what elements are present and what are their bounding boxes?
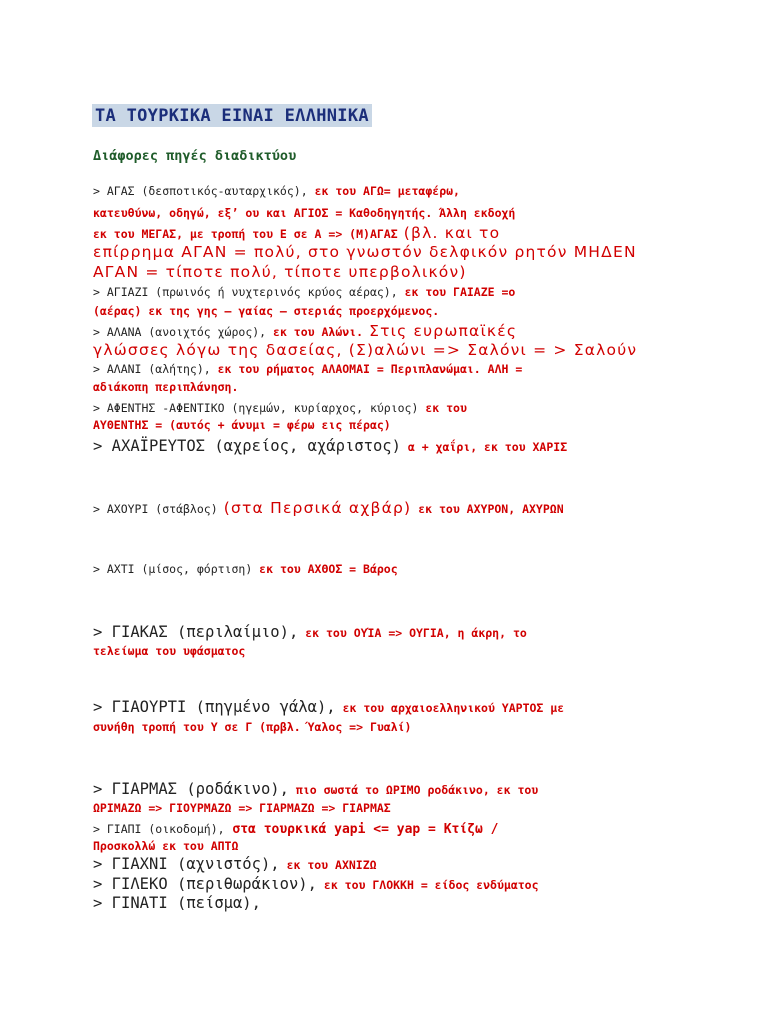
entry-giaourti-line-1 — [93, 697, 564, 716]
entry-term: > ΑΦΕΝΤΗΣ -ΑΦΕΝΤΙΚΟ (ηγεμών, κυρίαρχος, κύριος) — [93, 401, 419, 415]
entry-alana-line-2: γλώσσες λόγω της δασείας, (Σ)αλώνι => Σαλόνι = > Σαλούν — [93, 341, 638, 359]
entry-etymology: εκ του — [418, 401, 467, 415]
entry-note: (βλ. και το — [397, 224, 501, 242]
page-subtitle: Διάφορες πηγές διαδικτύου — [93, 148, 297, 164]
entry-etymology: εκ του ΑΓΩ= μεταφέρω, — [307, 184, 460, 198]
entry-term: > ΑΧΑΪΡΕΥΤΟΣ (αχρείος, αχάριστος) — [93, 437, 401, 455]
entry-agas-line-1 — [93, 184, 460, 198]
entry-etymology: εκ του ΜΕΓΑΣ, με τροπή του Ε σε Α => (Μ)ΑΓΑΣ — [93, 227, 398, 241]
entry-term: > ΑΓΙΑΖΙ (πρωινός ή νυχτερινός κρύος αέρας), — [93, 285, 398, 299]
entry-term: > ΑΧΤΙ (μίσος, φόρτιση) — [93, 562, 253, 576]
entry-term: > ΑΛΑΝΑ (ανοιχτός χώρος), — [93, 325, 267, 339]
entry-giarmas-line-2: ΩΡΙΜΑΖΩ => ΓΙΟΥΡΜΑΖΩ => ΓΙΑΡΜΑΖΩ => ΓΙΑΡΜΑΣ — [93, 801, 391, 815]
entry-term: > ΓΙΑΧΝΙ (αχνιστός), — [93, 855, 280, 873]
entry-term: > ΓΙΛΕΚΟ (περιθωράκιον), — [93, 875, 317, 893]
entry-term: > ΑΓΑΣ (δεσποτικός-αυταρχικός), — [93, 184, 308, 198]
entry-note: (στα Περσικά αχβάρ) — [217, 499, 412, 517]
entry-term: > ΓΙΑΟΥΡΤΙ (πηγμένο γάλα), — [93, 698, 336, 716]
entry-etymology: α + χαΐρι, εκ του ΧΑΡΙΣ — [400, 440, 568, 454]
entry-giapi-line-2: Προσκολλώ εκ του ΑΠΤΩ — [93, 839, 239, 853]
entry-giakas-line-2: τελείωμα του υφάσματος — [93, 644, 246, 658]
entry-etymology: εκ του ΟΥΊΑ => ΟΥΓΙΑ, η άκρη, το — [298, 626, 527, 640]
entry-note: Στις ευρωπαϊκές — [363, 322, 518, 340]
entry-agas-line-2: κατευθύνω, οδηγώ, εξ’ ου και ΑΓΙΟΣ = Καθοδηγητής. Άλλη εκδοχή — [93, 206, 516, 220]
entry-etymology: εκ του ΑΧΘΟΣ = Βάρος — [252, 562, 398, 576]
entry-giarmas-line-1 — [93, 779, 538, 798]
entry-ginati-line-1 — [93, 893, 261, 912]
entry-term: > ΓΙΝΑΤΙ (πείσμα), — [93, 894, 261, 912]
entry-etymology: εκ του ΓΑΙΑΖΕ =ο — [397, 285, 516, 299]
entry-etymology: πιο σωστά το ΩΡΙΜΟ ροδάκινο, εκ του — [288, 783, 539, 797]
entry-etymology: εκ του Αλώνι. — [266, 325, 364, 339]
entry-alani-line-2: αδιάκοπη περιπλάνηση. — [93, 380, 239, 394]
entry-etymology: εκ του ΓΛΟΚΚΗ = είδος ενδύματος — [316, 878, 539, 892]
entry-etymology: εκ του ΑΧΝΙΖΩ — [279, 858, 377, 872]
entry-term: > ΑΧΟΥΡΙ (στάβλος) — [93, 502, 218, 516]
entry-term: > ΓΙΑΠΙ (οικοδομή), — [93, 822, 225, 836]
entry-afentis-line-1 — [93, 401, 467, 415]
entry-term: > ΓΙΑΡΜΑΣ (ροδάκινο), — [93, 780, 289, 798]
entry-term: > ΓΙΑΚΑΣ (περιλαίμιο), — [93, 623, 299, 641]
entry-etymology: εκ του ΑΧΥΡΟΝ, ΑΧΥΡΩΝ — [411, 502, 564, 516]
entry-term: > ΑΛΑΝΙ (αλήτης), — [93, 362, 211, 376]
entry-etymology: εκ του αρχαιοελληνικού ΥΑΡΤΟΣ με — [335, 701, 565, 715]
entry-agas-line-4: επίρρημα ΑΓΑΝ = πολύ, στο γνωστόν δελφικόν ρητόν ΜΗΔΕΝ — [93, 243, 637, 261]
entry-etymology: εκ του ρήματος ΑΛΑΟΜΑΙ = Περιπλανώμαι. ΑΛΗ = — [210, 362, 523, 376]
entry-agas-line-5: ΑΓΑΝ = τίποτε πολύ, τίποτε υπερβολικόν) — [93, 263, 467, 281]
entry-axaireftos-line-1 — [93, 436, 567, 455]
entry-axti-line-1 — [93, 562, 398, 576]
entry-ayazi-line-2: (αέρας) εκ της γης – γαίας – στεριάς προερχόμενος. — [93, 304, 440, 318]
entry-giaourti-line-2: συνήθη τροπή του Υ σε Γ (πρβλ. Ύαλος => Γυαλί) — [93, 720, 412, 734]
entry-gileko-line-1 — [93, 874, 539, 893]
entry-afentis-line-2: ΑΥΘΕΝΤΗΣ = (αυτός + άνυμι = φέρω εις πέρας) — [93, 418, 391, 432]
entry-giapi-line-1 — [93, 818, 499, 837]
entry-giakas-line-1 — [93, 622, 527, 641]
page-title: ΤΑ ΤΟΥΡΚΙΚΑ ΕΙΝΑΙ ΕΛΛΗΝΙΚΑ — [92, 104, 372, 127]
entry-giaxni-line-1 — [93, 854, 377, 873]
entry-agas-line-3 — [93, 224, 500, 242]
entry-alana-line-1 — [93, 322, 517, 340]
entry-etymology: στα τουρκικά yapi <= yap = Κτίζω / — [224, 822, 499, 837]
entry-ayazi-line-1 — [93, 285, 515, 299]
entry-alani-line-1 — [93, 362, 522, 376]
entry-axouri-line-1 — [93, 498, 564, 517]
